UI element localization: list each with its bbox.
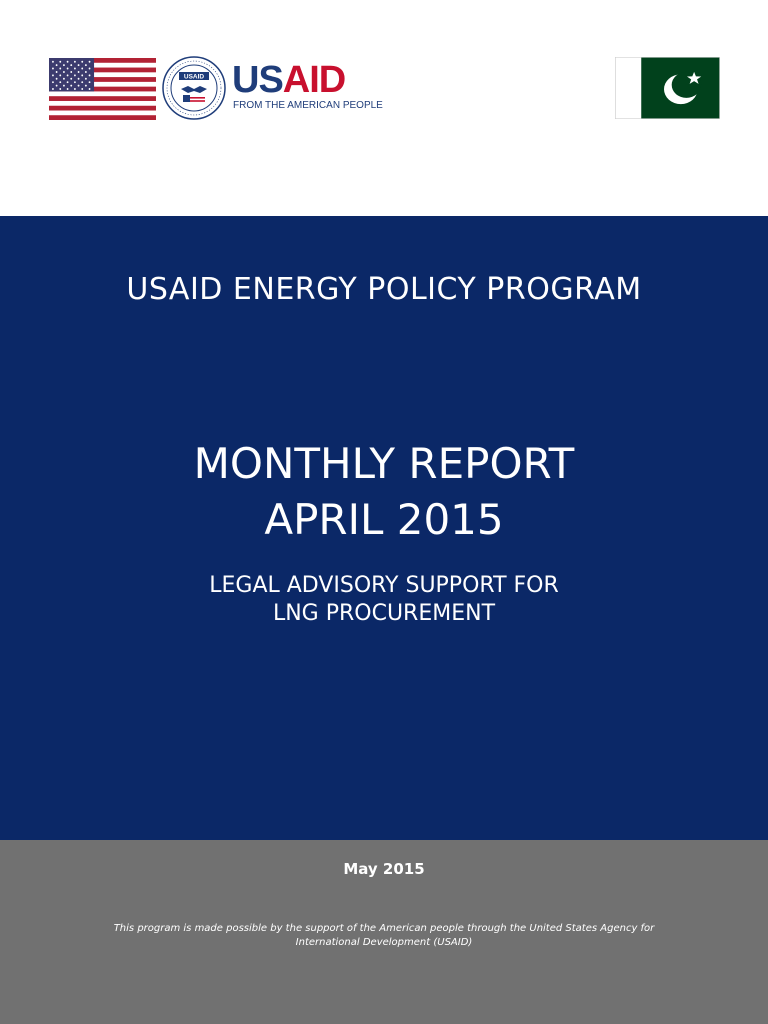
report-subtitle-line2: LNG PROCUREMENT <box>272 601 496 626</box>
usaid-logo-aid: AID <box>282 59 346 101</box>
report-subtitle-line1: LEGAL ADVISORY SUPPORT FOR <box>209 573 559 598</box>
usaid-logo <box>232 60 345 100</box>
report-subtitle <box>0 572 768 628</box>
report-title <box>0 436 768 548</box>
pakistan-flag-icon <box>615 57 720 119</box>
cover-title-panel <box>0 216 768 840</box>
report-title-line1: MONTHLY REPORT <box>193 439 575 488</box>
program-title: USAID ENERGY POLICY PROGRAM <box>126 272 642 307</box>
usaid-logo-us: US <box>232 59 283 101</box>
report-date: May 2015 <box>343 860 425 878</box>
usaid-tagline: FROM THE AMERICAN PEOPLE <box>233 100 383 111</box>
us-flag-icon <box>49 58 156 120</box>
report-title-line2: APRIL 2015 <box>264 495 504 544</box>
usaid-disclaimer: This program is made possible by the support of the American people through the United States Agency for International Development (USAID) <box>113 923 655 948</box>
usaid-seal-icon <box>162 56 226 120</box>
cover-footer <box>0 840 768 1024</box>
cover-header <box>0 0 768 216</box>
usaid-seal-text: USAID <box>183 73 205 81</box>
